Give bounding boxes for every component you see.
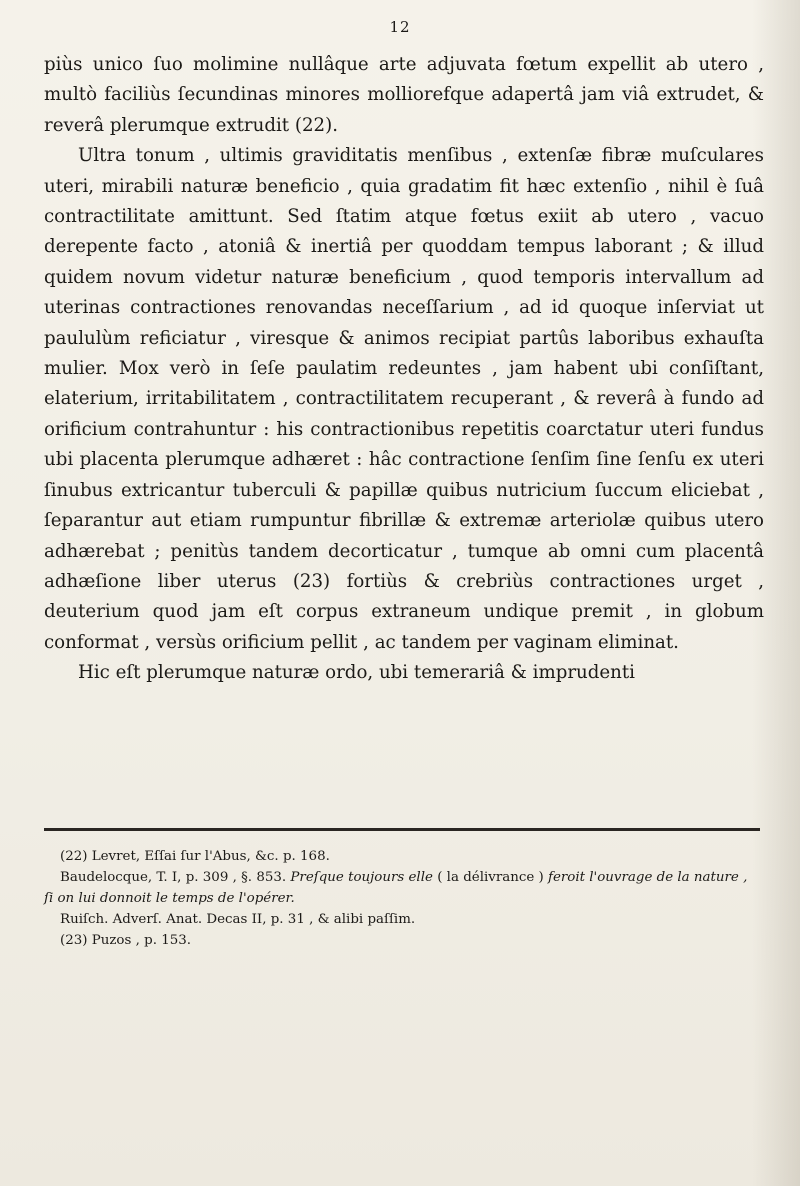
footnote-22-levret: (22) Levret, Eſſai ſur l'Abus, &c. p. 168. <box>60 849 330 864</box>
main-text <box>44 50 764 689</box>
paragraph-hic-est: Hic eſt plerumque naturæ ordo, ubi temerariâ & imprudenti <box>78 662 635 684</box>
footnote-divider <box>44 828 760 831</box>
page-number: 12 <box>389 18 411 36</box>
footnote-22-quote-gloss: ( la délivrance ) <box>437 870 544 885</box>
footnotes <box>44 846 760 951</box>
footnote-22-baudelocque <box>44 867 760 909</box>
footnote-23-puzos: (23) Puzos , p. 153. <box>60 933 192 948</box>
footnote-22-baudelocque-ref: Baudelocque, T. I, p. 309 , §. 853. <box>60 870 287 885</box>
footnote-22-quote-start: Preſque toujours elle <box>290 870 433 885</box>
footnote-22-quote-end: feroit l'ouvrage de la nature , ſi on lui donnoit le temps de l'opérer. <box>44 870 748 906</box>
paragraph-ultra-tonum: Ultra tonum , ultimis graviditatis menſibus , extenſæ fibræ muſculares uteri, mirabili naturæ beneficio , quia gradatim fit hæc extenſio , nihil è ſuâ contractilitate amittunt. Sed ſtatim atque fœtus exiit ab utero , vacuo derepente facto , atoniâ & inertiâ per quoddam tempus laborant ; & illud quidem novum videtur naturæ beneficium , quod temporis intervallum ad uterinas contractiones renovandas neceſſarium , ad id quoque inſerviat ut paululùm reficiatur , viresque & animos recipiat partûs laboribus exhauſta mulier. Mox verò in ſeſe paulatim redeuntes , jam habent ubi conſiſtant, elaterium, irritabilitatem , contractilitatem recuperant , & reverâ à fundo ad orificium contrahuntur : his contractionibus repetitis coarctatur uteri fundus ubi placenta plerumque adhæret : hâc contractione ſenſim ſine ſenſu ex uteri ſinubus extricantur tuberculi & papillæ quibus nutricium ſuccum eliciebat , ſeparantur aut etiam rumpuntur fibrillæ & extremæ arteriolæ quibus utero adhærebat ; penitùs tandem decorticatur , tumque ab omni cum placentâ adhæſione liber uterus (23) fortiùs & crebriùs contractiones urget , deuterium quod jam eſt corpus extraneum undique premit , in globum conformat , versùs orificium pellit , ac tandem per vaginam eliminat. <box>44 145 764 653</box>
paragraph-continuation: piùs unico ſuo molimine nullâque arte adjuvata fœtum expellit ab utero , multò faciliùs ſecundinas minores molliorefque adapertâ jam viâ extrudet, & reverâ plerumque extrudit (22). <box>44 54 764 136</box>
footnote-22-ruisch: Ruiſch. Adverſ. Anat. Decas II, p. 31 , & alibi paſſim. <box>60 912 416 927</box>
